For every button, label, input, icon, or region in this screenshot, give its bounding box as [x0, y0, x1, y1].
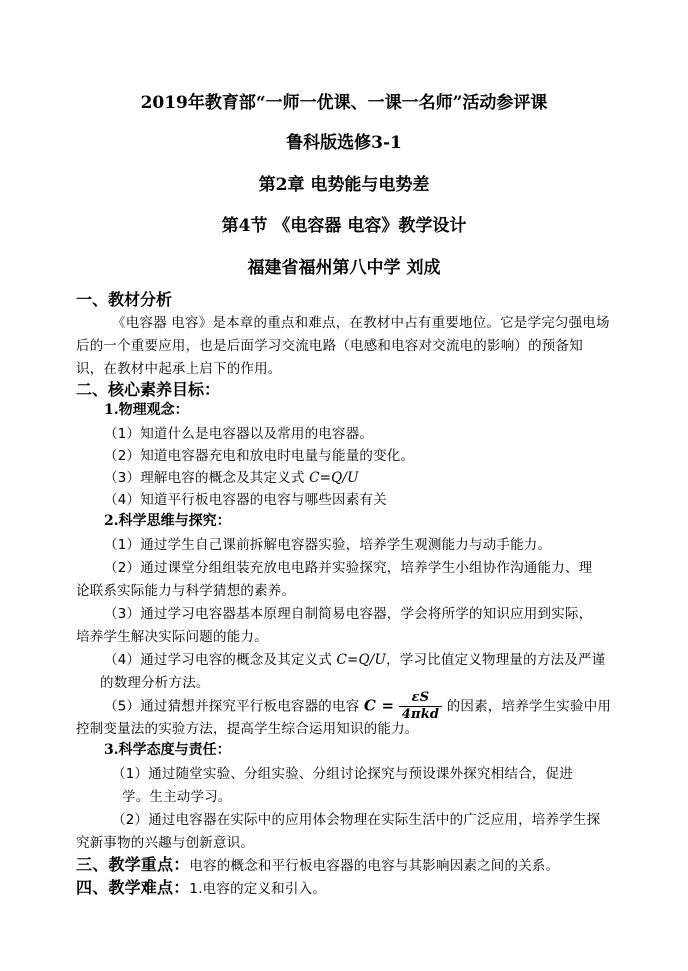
list-item: （2）知道电容器充电和放电时电量与能量的变化。 [104, 448, 415, 464]
list-item: 的数理分析方法。 [100, 675, 210, 691]
doc-title-line-1: 2019年教育部“一师一优课、一课一名师”活动参评课 [140, 93, 548, 113]
paragraph-line: 后的一个重要应用，也是后面学习交流电路（电感和电容对交流电的影响）的预备知 [76, 338, 583, 354]
doc-title-line-4: 第4节 《电容器 电容》教学设计 [221, 216, 467, 236]
subheading-scientific-thinking: 2.科学思维与探究： [104, 513, 231, 529]
capacitance-definition-formula: C=Q/U [336, 652, 387, 668]
list-item: 控制变量法的实验方法，提高学生综合运用知识的能力。 [76, 721, 419, 737]
list-item-text: 的因素，培养学生实验中用 [446, 698, 612, 715]
list-item: （2）通过电容器在实际中的应用体会物理在实际生活中的广泛应用，培养学生探 [112, 812, 601, 828]
doc-author-line: 福建省福州第八中学 刘成 [247, 258, 441, 278]
paragraph-line: 识，在教材中起承上启下的作用。 [76, 361, 282, 377]
list-item: 培养学生解决实际问题的能力。 [76, 629, 268, 645]
list-item-text: （5）通过猜想并探究平行板电容器的电容 [104, 698, 364, 715]
key-points-line [76, 852, 559, 875]
difficulties-line [76, 875, 326, 898]
list-item: （2）通过课堂分组组装充放电电路并实验探究，培养学生小组协作沟通能力、理 [104, 560, 593, 576]
doc-title-line-2: 鲁科版选修3-1 [286, 133, 402, 153]
section-heading-analysis: 一、教材分析 [76, 290, 173, 309]
list-item: 论联系实际能力与科学猜想的素养。 [76, 583, 296, 599]
paragraph-line: 《电容器 电容》是本章的重点和难点，在教材中占有重要地位。它是学完匀强电场 [112, 315, 610, 331]
parallel-plate-formula-lhs: C = [363, 696, 395, 715]
list-item-text: （3）理解电容的概念及其定义式 [104, 470, 310, 486]
doc-title-line-3: 第2章 电势能与电势差 [258, 175, 430, 195]
key-points-text: 电容的概念和平行板电容器的电容与其影响因素之间的关系。 [189, 858, 560, 874]
list-item-text: ，学习比值定义物理量的方法及严谨 [386, 652, 606, 668]
difficulties-text: 1.电容的定义和引入。 [189, 881, 326, 897]
list-item: （3）通过学习电容器基本原理自制简易电容器，学会将所学的知识应用到实际， [104, 606, 593, 622]
list-item: （1）通过随堂实验、分组实验、分组讨论探究与预设课外探究相结合，促进 [112, 766, 573, 782]
list-item: （1）知道什么是电容器以及常用的电容器。 [104, 426, 374, 442]
subheading-scientific-attitude: 3.科学态度与责任： [104, 742, 231, 758]
list-item: （1）通过学生自己课前拆解电容器实验，培养学生观测能力与动手能力。 [104, 537, 552, 553]
section-heading-goals: 二、核心素养目标： [76, 380, 221, 399]
list-item: 究新事物的兴趣与创新意识。 [76, 835, 255, 851]
section-heading-difficulties: 四、教学难点： [76, 878, 190, 897]
section-heading-key-points: 三、教学重点： [76, 855, 190, 874]
list-item [104, 648, 605, 668]
list-item: （4）知道平行板电容器的电容与哪些因素有关 [104, 492, 387, 508]
capacitance-definition-formula: C=Q/U [309, 470, 359, 486]
formula-denominator: 4πkd [401, 707, 440, 722]
subheading-physics-concept: 1.物理观念： [104, 402, 189, 418]
list-item [104, 466, 359, 486]
formula-numerator: εS [399, 690, 442, 707]
list-item: 学。生主动学习。 [122, 789, 232, 805]
list-item-text: （4）通过学习电容的概念及其定义式 [104, 652, 337, 668]
